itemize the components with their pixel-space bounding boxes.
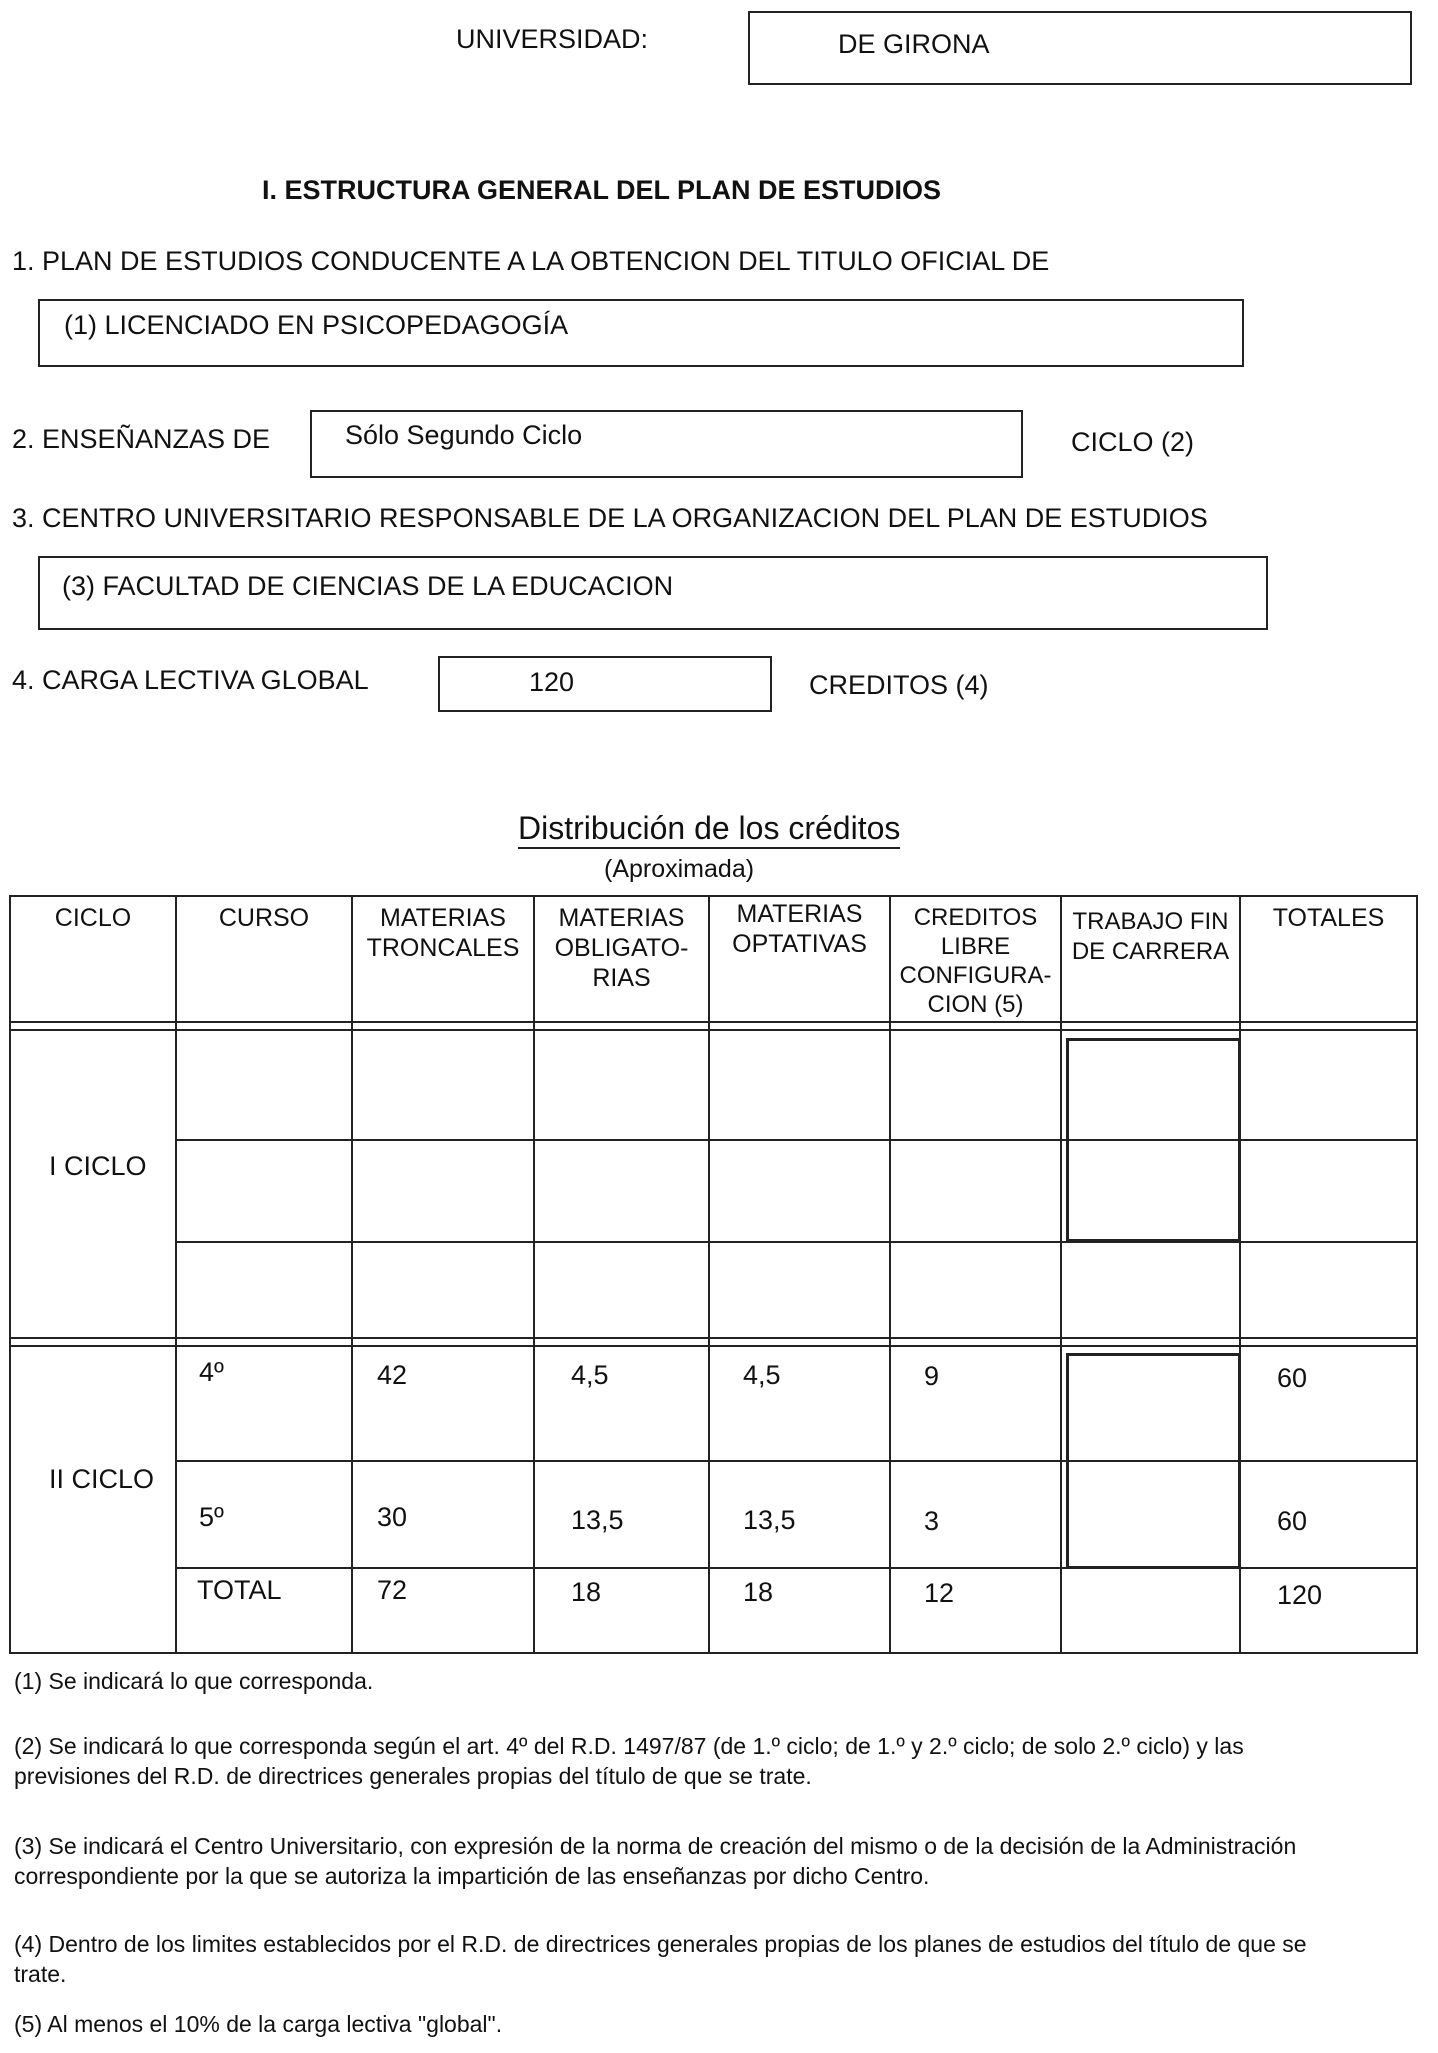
item4-value: 120: [529, 667, 575, 697]
row5-totales: 60: [1277, 1506, 1308, 1536]
ciclo2-label: II CICLO: [49, 1464, 155, 1494]
footnote-5: (5) Al menos el 10% de la carga lectiva "global".: [14, 2011, 503, 2037]
col-line: [708, 895, 710, 1654]
footnote-2: (2) Se indicará lo que corresponda según el art. 4º del R.D. 1497/87 (de 1.º ciclo; de 1.º y 2.º ciclo; de solo 2.º ciclo) y las previsiones del R.D. de directrices generales propias del título de que se trate.: [14, 1733, 1244, 1789]
item2-label: 2. ENSEÑANZAS DE: [12, 424, 271, 454]
row5-libre: 3: [924, 1506, 940, 1536]
table-border-right: [1416, 895, 1418, 1654]
item2-value: Sólo Segundo Ciclo: [345, 420, 583, 450]
footnote-3: (3) Se indicará el Centro Universitario, con expresión de la norma de creación del mismo o de la decisión de la Administración correspondiente por la que se autoriza la impartición de las enseñanzas por dicho Centro.: [14, 1833, 1297, 1889]
header-ciclo: CICLO: [54, 904, 132, 932]
row5-optativas: 13,5: [743, 1505, 796, 1535]
distribution-subtitle: (Aproximada): [604, 855, 755, 883]
header-line: [9, 1021, 1418, 1023]
row4-libre: 9: [924, 1361, 940, 1391]
item4-box: [438, 656, 772, 712]
header-obligatorias: MATERIAS OBLIGATO- RIAS: [554, 904, 689, 992]
header-optativas: MATERIAS OPTATIVAS: [732, 900, 867, 958]
col-line: [175, 895, 177, 1654]
footnote-1: (1) Se indicará lo que corresponda.: [14, 1668, 374, 1694]
row5-obligatorias: 13,5: [571, 1505, 624, 1535]
row5-troncales: 30: [377, 1502, 408, 1532]
row5-curso: 5º: [199, 1502, 224, 1532]
row4-obligatorias: 4,5: [571, 1360, 609, 1390]
universidad-value: DE GIRONA: [838, 29, 990, 59]
cycle-line: [9, 1337, 1418, 1339]
total-libre: 12: [924, 1578, 955, 1608]
trabajo-box-ciclo2: [1066, 1353, 1241, 1569]
universidad-label: UNIVERSIDAD:: [456, 24, 649, 54]
row4-troncales: 42: [377, 1360, 408, 1390]
header-totales: TOTALES: [1272, 904, 1385, 932]
item1-value: (1) LICENCIADO EN PSICOPEDAGOGÍA: [64, 310, 569, 340]
footnote-4: (4) Dentro de los limites establecidos por el R.D. de directrices generales propias de los planes de estudios del título de que se trate.: [14, 1931, 1307, 1987]
total-totales: 120: [1277, 1580, 1323, 1610]
col-line: [1060, 895, 1062, 1654]
item2-suffix: CICLO (2): [1071, 427, 1195, 457]
header-line: [9, 1029, 1418, 1031]
distribution-table: [9, 895, 1418, 1654]
row4-optativas: 4,5: [743, 1360, 781, 1390]
item4-label: 4. CARGA LECTIVA GLOBAL: [12, 665, 369, 695]
item3-value: (3) FACULTAD DE CIENCIAS DE LA EDUCACION: [62, 571, 674, 601]
total-label: TOTAL: [197, 1575, 282, 1605]
trabajo-box-ciclo1: [1066, 1038, 1241, 1242]
table-border-left: [9, 895, 11, 1654]
ciclo1-label: I CICLO: [49, 1151, 147, 1181]
total-obligatorias: 18: [571, 1577, 602, 1607]
section-title: I. ESTRUCTURA GENERAL DEL PLAN DE ESTUDIOS: [262, 175, 942, 205]
item1-label: 1. PLAN DE ESTUDIOS CONDUCENTE A LA OBTENCION DEL TITULO OFICIAL DE: [12, 246, 1050, 276]
total-optativas: 18: [743, 1577, 774, 1607]
col-line: [533, 895, 535, 1654]
total-troncales: 72: [377, 1575, 408, 1605]
header-libre: CREDITOS LIBRE CONFIGURA- CION (5): [899, 904, 1052, 1018]
distribution-title: Distribución de los créditos: [518, 810, 900, 849]
table-border-bottom: [9, 1652, 1418, 1654]
item3-label: 3. CENTRO UNIVERSITARIO RESPONSABLE DE LA ORGANIZACION DEL PLAN DE ESTUDIOS: [12, 503, 1208, 533]
header-curso: CURSO: [218, 904, 310, 932]
col-line: [351, 895, 353, 1654]
header-trabajo: TRABAJO FIN DE CARRERA: [1071, 908, 1230, 965]
row4-totales: 60: [1277, 1363, 1308, 1393]
header-troncales: MATERIAS TRONCALES: [366, 904, 520, 962]
table-border-top: [9, 895, 1418, 897]
item4-suffix: CREDITOS (4): [809, 670, 989, 700]
row4-curso: 4º: [199, 1357, 224, 1387]
cycle-line: [9, 1345, 1418, 1347]
